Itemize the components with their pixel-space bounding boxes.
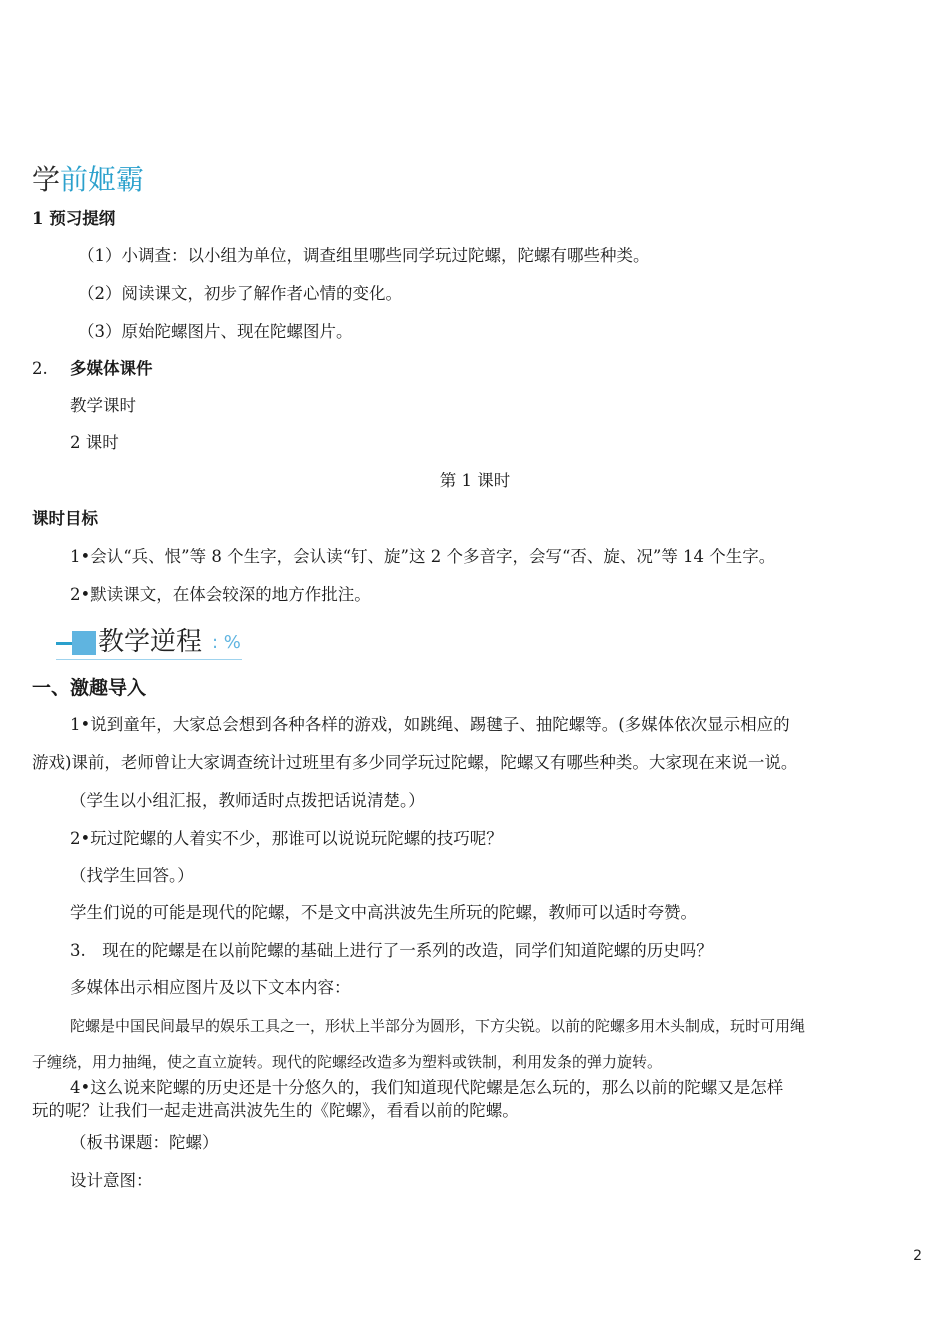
quote-line-1: 陀螺是中国民间最早的娱乐工具之一，形状上半部分为圆形，下方尖锐。以前的陀螺多用木头制成，玩时可用绳 bbox=[70, 1017, 806, 1035]
prep-item-2: （2）阅读课文，初步了解作者心情的变化。 bbox=[78, 284, 402, 303]
p2: 2•玩过陀螺的人着实不少，那谁可以说说玩陀螺的技巧呢？ bbox=[70, 829, 503, 848]
prep-item-1: （1）小调查：以小组为单位，调查组里哪些同学玩过陀螺，陀螺有哪些种类。 bbox=[78, 246, 650, 265]
section-decoration: : % bbox=[212, 632, 241, 653]
part1-heading: 一、激趣导入 bbox=[32, 677, 147, 699]
page-number: 2 bbox=[913, 1248, 922, 1264]
goals-heading: 课时目标 bbox=[32, 509, 98, 528]
brand-part-2: 前姬霸 bbox=[60, 163, 145, 196]
p4-line-1: 4•这么说来陀螺的历史还是十分悠久的，我们知道现代陀螺是怎么玩的，那么以前的陀螺又是怎样 bbox=[70, 1078, 784, 1097]
p2-follow: 学生们说的可能是现代的陀螺，不是文中高洪波先生所玩的陀螺，教师可以适时夸赞。 bbox=[70, 903, 697, 922]
lesson-title: 第 1 课时 bbox=[439, 471, 511, 490]
prep-item-2-label: 多媒体课件 bbox=[70, 359, 153, 378]
design-intent-label: 设计意图： bbox=[70, 1171, 153, 1190]
section-dash-mark bbox=[56, 642, 72, 645]
brand-part-1: 学 bbox=[32, 163, 61, 196]
goal-1: 1•会认“兵、恨”等 8 个生字，会认读“钉、旋”这 2 个多音字，会写“否、旋、况”等 14 个生字。 bbox=[70, 547, 776, 566]
p1-line-1: 1•说到童年，大家总会想到各种各样的游戏，如跳绳、踢毽子、抽陀螺等。(多媒体依次显示相应的 bbox=[70, 715, 790, 734]
quote-line-2: 子缠绕，用力抽绳，使之直立旋转。现代的陀螺经改造多为塑料或铁制，利用发条的弹力旋转。 bbox=[32, 1053, 663, 1071]
p4-note: （板书课题：陀螺） bbox=[70, 1133, 219, 1152]
section-title: 教学逆程 bbox=[98, 627, 203, 657]
p1-line-2: 游戏)课前，老师曾让大家调查统计过班里有多少同学玩过陀螺，陀螺又有哪些种类。大家现在来说一说。 bbox=[32, 753, 798, 772]
goal-2: 2•默读课文，在体会较深的地方作批注。 bbox=[70, 585, 371, 604]
teaching-hours-value: 2 课时 bbox=[70, 433, 119, 452]
brand-header bbox=[32, 162, 144, 198]
p1-note: （学生以小组汇报，教师适时点拨把话说清楚。） bbox=[70, 791, 425, 810]
p2-note: （找学生回答。） bbox=[70, 866, 194, 885]
p3-media: 多媒体出示相应图片及以下文本内容： bbox=[70, 978, 351, 997]
prep-heading: 1 预习提纲 bbox=[32, 209, 116, 228]
section-underline bbox=[56, 659, 242, 660]
prep-item-3: （3）原始陀螺图片、现在陀螺图片。 bbox=[78, 322, 353, 341]
p3: 3. 现在的陀螺是在以前陀螺的基础上进行了一系列的改造，同学们知道陀螺的历史吗？ bbox=[70, 941, 713, 960]
section-square-icon bbox=[72, 631, 96, 655]
p4-line-2: 玩的呢？让我们一起走进高洪波先生的《陀螺》，看看以前的陀螺。 bbox=[32, 1101, 519, 1120]
teaching-hours-label: 教学课时 bbox=[70, 396, 136, 415]
prep-item-2-number: 2. bbox=[32, 359, 48, 378]
